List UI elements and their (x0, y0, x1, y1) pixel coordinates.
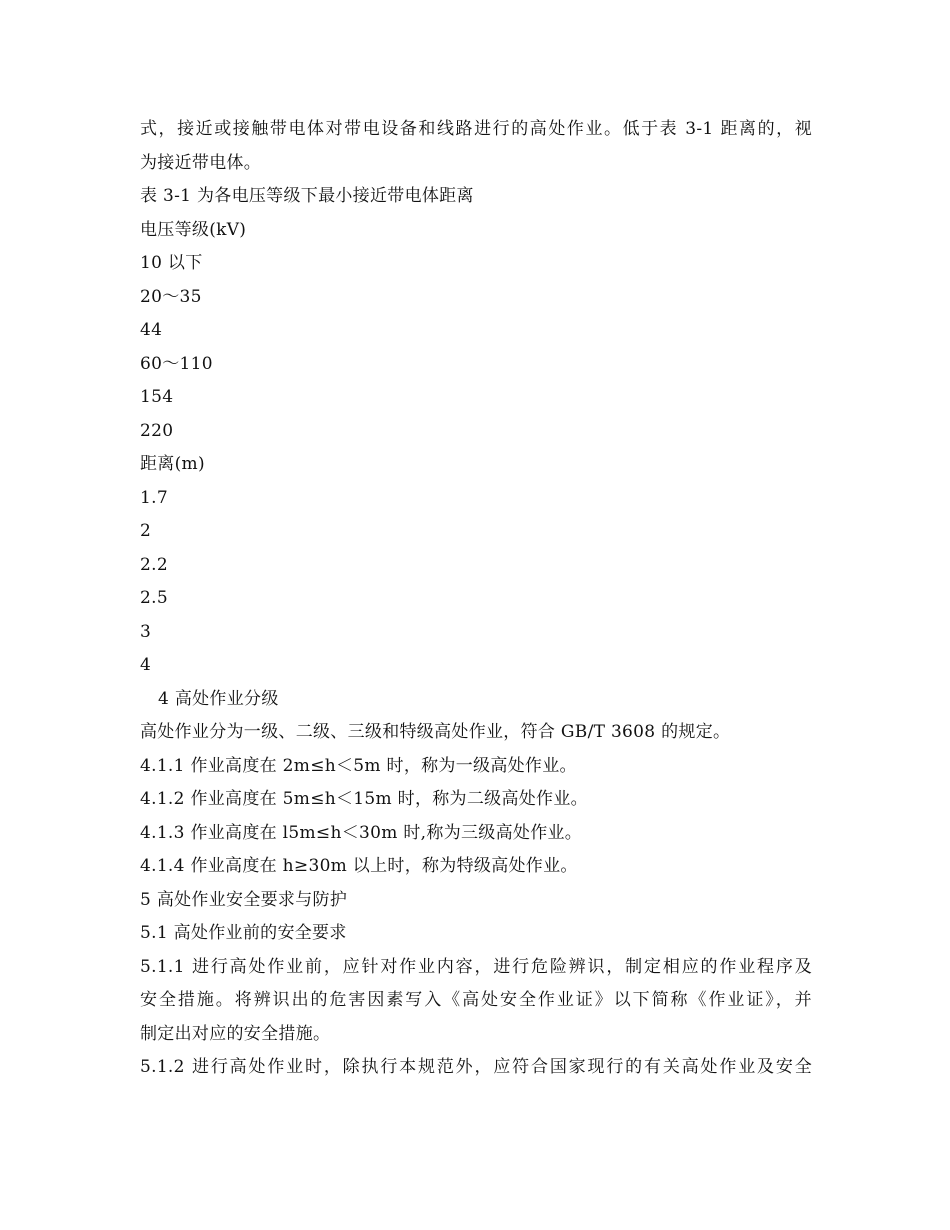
table-caption: 表 3-1 为各电压等级下最小接近带电体距离 (140, 186, 474, 206)
paragraph-line: 为接近带电体。 (140, 152, 262, 173)
distance-value: 2.2 (140, 554, 168, 575)
subsection-heading: 5.1 高处作业前的安全要求 (140, 923, 347, 943)
document-body (140, 113, 812, 1085)
distance-value: 4 (140, 655, 152, 675)
table-header-voltage: 电压等级(kV) (140, 219, 247, 240)
paragraph-line: 高处作业分为一级、二级、三级和特级高处作业，符合 GB/T 3608 的规定。 (140, 722, 731, 742)
voltage-value: 10 以下 (140, 253, 203, 273)
section-heading: 4 高处作业分级 (158, 688, 279, 709)
voltage-value: 60～110 (140, 353, 213, 374)
paragraph-line: 安全措施。将辨识出的危害因素写入《高处安全作业证》以下简称《作业证》，并 (140, 990, 812, 1010)
paragraph-line: 式，接近或接触带电体对带电设备和线路进行的高处作业。低于表 3-1 距离的，视 (140, 119, 812, 139)
voltage-value: 154 (140, 387, 174, 407)
clause-line: 4.1.3 作业高度在 l5m≤h＜30m 时,称为三级高处作业。 (140, 822, 583, 843)
clause-line: 5.1.2 进行高处作业时，除执行本规范外，应符合国家现行的有关高处作业及安全 (140, 1057, 812, 1077)
table-header-distance: 距离(m) (140, 454, 205, 474)
distance-value: 1.7 (140, 487, 168, 508)
clause-line: 4.1.4 作业高度在 h≥30m 以上时，称为特级高处作业。 (140, 856, 578, 876)
distance-value: 2.5 (140, 588, 168, 608)
voltage-value: 220 (140, 420, 174, 441)
section-heading: 5 高处作业安全要求与防护 (140, 889, 348, 910)
clause-line: 4.1.2 作业高度在 5m≤h＜15m 时，称为二级高处作业。 (140, 789, 588, 809)
voltage-value: 44 (140, 320, 163, 340)
voltage-value: 20～35 (140, 286, 202, 307)
paragraph-line: 制定出对应的安全措施。 (140, 1023, 331, 1044)
clause-line: 4.1.1 作业高度在 2m≤h＜5m 时，称为一级高处作业。 (140, 755, 577, 776)
distance-value: 2 (140, 521, 152, 541)
clause-line: 5.1.1 进行高处作业前，应针对作业内容，进行危险辨识，制定相应的作业程序及 (140, 956, 812, 977)
distance-value: 3 (140, 621, 152, 642)
